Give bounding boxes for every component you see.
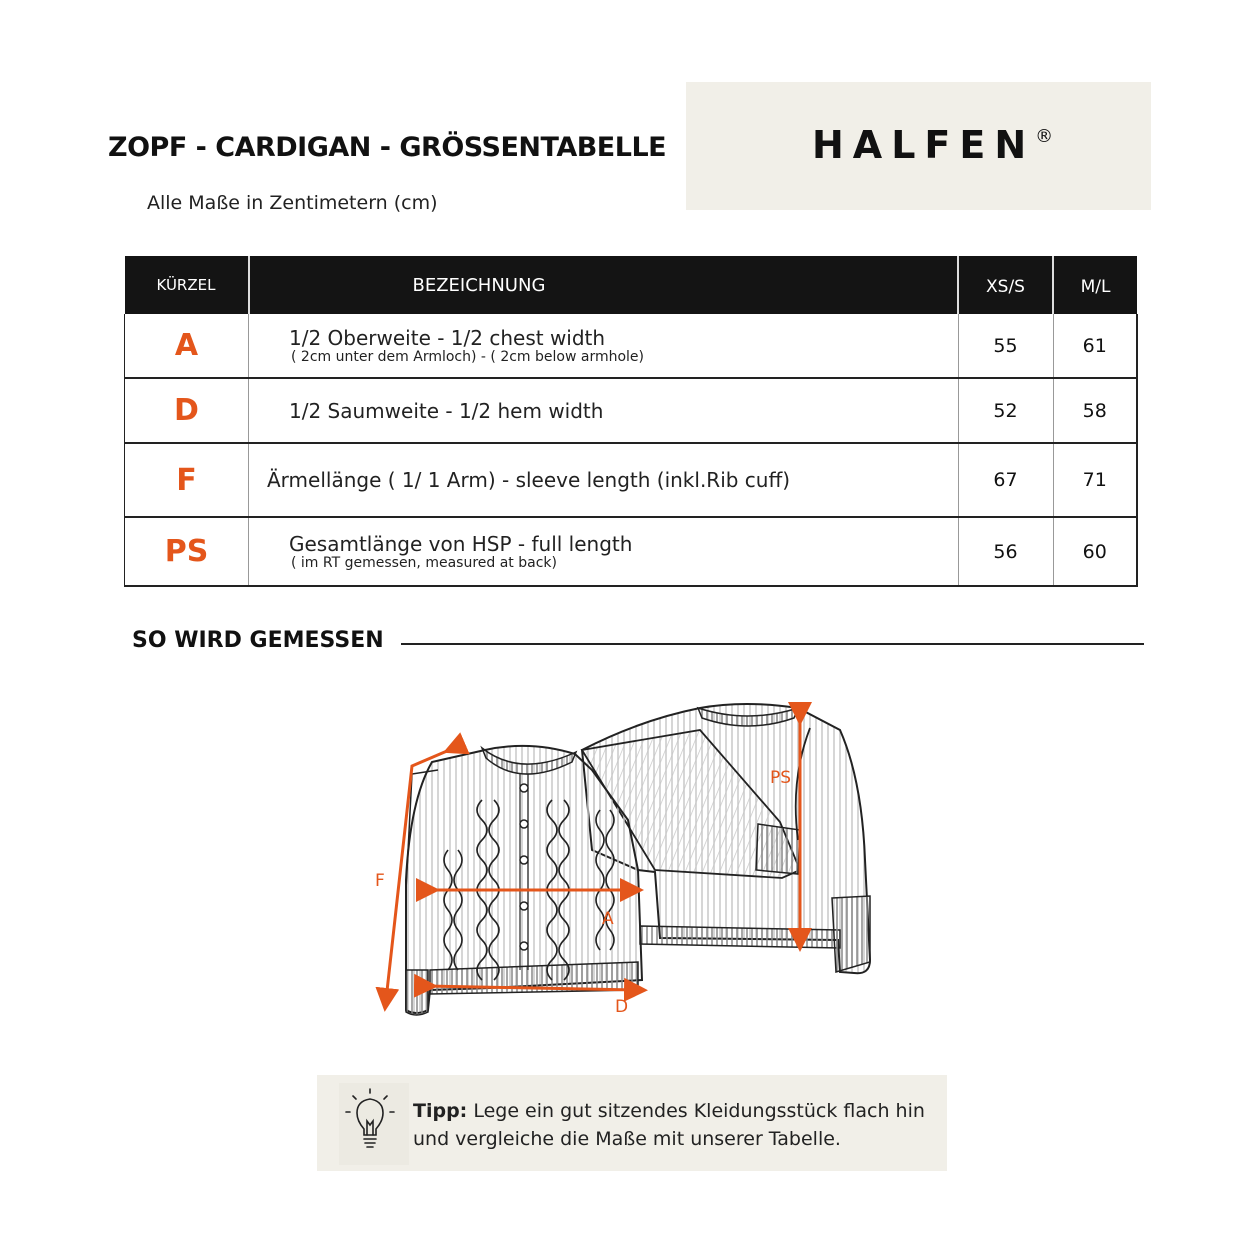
- tip-text: [413, 1097, 933, 1153]
- row-note: ( 2cm unter dem Armloch) - ( 2cm below armhole): [291, 348, 645, 365]
- tip-line-1: Lege ein gut sitzendes Kleidungsstück flach hin: [473, 1100, 925, 1122]
- row-label: Ärmellänge ( 1/ 1 Arm) - sleeve length (inkl.Rib cuff): [267, 468, 791, 492]
- label-ps: PS: [770, 768, 792, 788]
- page-title: ZOPF - CARDIGAN - GRÖSSENTABELLE: [108, 132, 667, 163]
- column-header-description: BEZEICHNUNG: [249, 256, 959, 314]
- brand-logo: [812, 123, 1053, 167]
- lightbulb-icon: [339, 1083, 409, 1165]
- row-value-m-l: 71: [1053, 443, 1137, 517]
- row-description: [249, 443, 959, 517]
- tip-label: Tipp:: [413, 1100, 468, 1122]
- label-d: D: [615, 997, 629, 1017]
- row-value-xs-s: 67: [958, 443, 1053, 517]
- row-value-m-l: 60: [1053, 517, 1137, 586]
- row-description: [249, 378, 959, 443]
- brand-name: HALFEN: [812, 123, 1036, 167]
- column-header-code: KÜRZEL: [125, 256, 249, 314]
- table-row: [125, 443, 1138, 517]
- table-row: [125, 314, 1138, 378]
- row-code: A: [125, 314, 249, 378]
- measurement-illustration: [370, 690, 890, 1040]
- row-description: [249, 314, 959, 378]
- row-label: 1/2 Oberweite - 1/2 chest width: [289, 325, 606, 350]
- row-value-xs-s: 52: [958, 378, 1053, 443]
- tip-box: [317, 1075, 947, 1171]
- size-table: [124, 256, 1138, 587]
- front-view-cardigan: [386, 746, 642, 1015]
- column-header-xs-s: XS/S: [958, 256, 1053, 314]
- table-row: [125, 517, 1138, 586]
- row-label: Gesamtlänge von HSP - full length: [289, 531, 633, 556]
- registered-mark: ®: [1035, 126, 1054, 147]
- table-header-row: [125, 256, 1138, 314]
- tip-line-2: und vergleiche die Maße mit unserer Tabelle.: [413, 1128, 841, 1150]
- units-note: Alle Maße in Zentimetern (cm): [147, 192, 438, 214]
- table-row: [125, 378, 1138, 443]
- column-header-m-l: M/L: [1053, 256, 1137, 314]
- section-divider: [401, 643, 1144, 645]
- section-title: SO WIRD GEMESSEN: [132, 628, 384, 653]
- row-value-xs-s: 55: [958, 314, 1053, 378]
- label-f: F: [375, 871, 385, 891]
- label-a: A: [602, 909, 614, 929]
- row-code: F: [125, 443, 249, 517]
- row-code: PS: [125, 517, 249, 586]
- tip-icon-panel: [339, 1083, 409, 1165]
- row-code: D: [125, 378, 249, 443]
- row-note: ( im RT gemessen, measured at back): [291, 554, 557, 571]
- row-value-m-l: 61: [1053, 314, 1137, 378]
- row-label: 1/2 Saumweite - 1/2 hem width: [289, 398, 604, 423]
- row-value-xs-s: 56: [958, 517, 1053, 586]
- row-value-m-l: 58: [1053, 378, 1137, 443]
- row-description: [249, 517, 959, 586]
